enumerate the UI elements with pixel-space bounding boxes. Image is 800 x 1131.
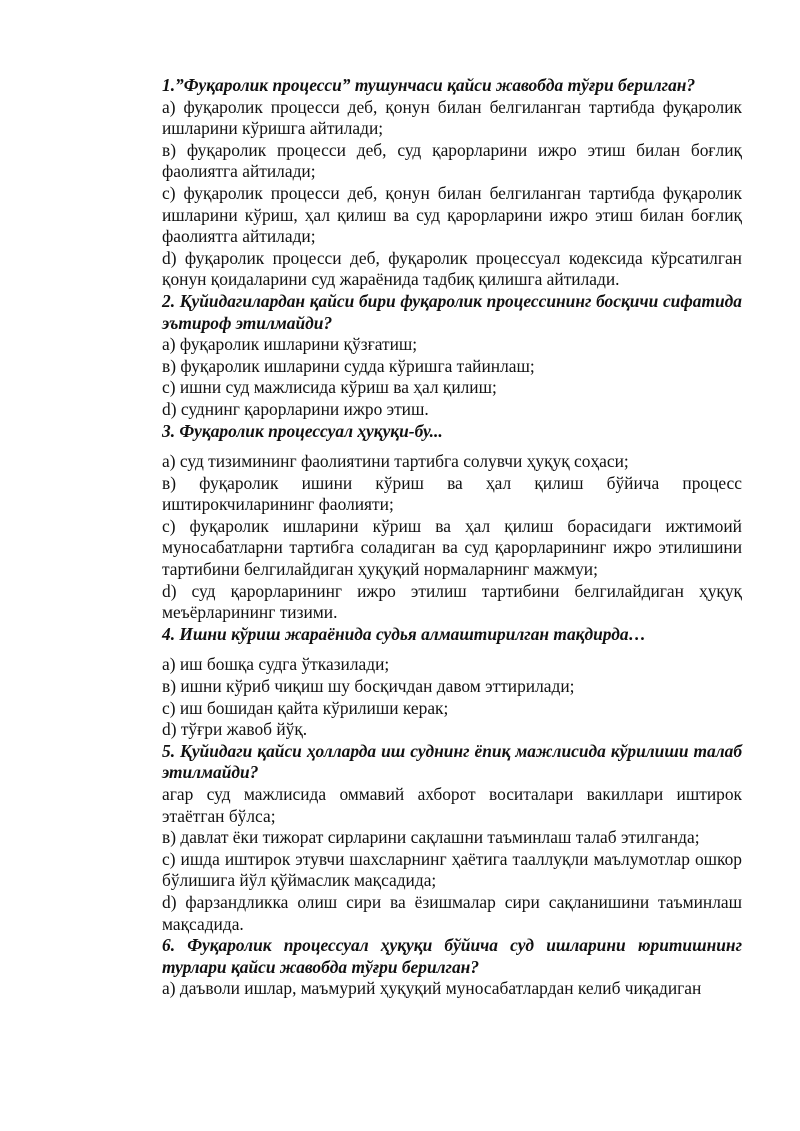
answer-2d: d) суднинг қарорларини ижро этиш. bbox=[162, 398, 429, 419]
answer-2a: а) фуқаролик ишларини қўзғатиш; bbox=[162, 334, 418, 355]
answer-3c: с) фуқаролик ишларини кўриш ва ҳал қилиш борасидаги ижтимоий муносабатларни тартибга соладиган ва суд қарорларининг ижро этилишини тартибини белгилайдиган ҳуқуқий нормаларнинг мажмуи; bbox=[162, 515, 742, 580]
question-block-6 bbox=[162, 935, 742, 1000]
answer-4d: d) тўғри жавоб йўқ. bbox=[162, 719, 308, 740]
question-1: 1.”Фуқаролик процесси” тушунчаси қайси жавобда тўғри берилган? bbox=[162, 75, 696, 95]
answer-5c: с) ишда иштирок этувчи шахсларнинг ҳаётига тааллуқли маълумотлар ошкор бўлишига йўл қўймаслик мақсадида; bbox=[162, 848, 742, 891]
question-5: 5. Қуйидаги қайси ҳолларда иш суднинг ёпиқ мажлисида кўрилиши талаб этилмайди? bbox=[162, 740, 742, 783]
question-block-5 bbox=[162, 741, 742, 935]
answer-5b: в) давлат ёки тижорат сирларини сақлашни таъминлаш талаб этилганда; bbox=[162, 827, 700, 848]
answer-4a: а) иш бошқа судга ўтказилади; bbox=[162, 654, 390, 675]
answer-4c: с) иш бошидан қайта кўрилиши керак; bbox=[162, 697, 449, 718]
question-3: 3. Фуқаролик процессуал ҳуқуқи-бу... bbox=[162, 420, 443, 441]
document-body bbox=[162, 75, 742, 1000]
answer-1d: d) фуқаролик процесси деб, фуқаролик процессуал кодексида кўрсатилган қонун қоидаларини суд жараёнида тадбиқ қилишга айтилади. bbox=[162, 247, 742, 290]
answer-5d: d) фарзандликка олиш сири ва ёзишмалар сири сақланишини таъминлаш мақсадида. bbox=[162, 891, 742, 934]
answer-1b: в) фуқаролик процесси деб, суд қарорларини ижро этиш билан боғлиқ фаолиятга айтилади; bbox=[162, 139, 742, 182]
answer-2c: с) ишни суд мажлисида кўриш ва ҳал қилиш; bbox=[162, 377, 497, 398]
question-block-2 bbox=[162, 291, 742, 421]
answer-6a: а) даъволи ишлар, маъмурий ҳуқуқий муносабатлардан келиб чиқадиган bbox=[162, 978, 702, 999]
answer-3b: в) фуқаролик ишини кўриш ва ҳал қилиш бўйича процесс иштирокчиларининг фаолияти; bbox=[162, 472, 742, 515]
answer-2b: в) фуқаролик ишларини судда кўришга тайинлаш; bbox=[162, 355, 535, 376]
question-4: 4. Ишни кўриш жараёнида судья алмаштирилган тақдирда… bbox=[162, 623, 646, 644]
question-block-3 bbox=[162, 421, 742, 624]
question-6: 6. Фуқаролик процессуал ҳуқуқи бўйича суд ишларини юритишнинг турлари қайси жавобда тўғри берилган? bbox=[162, 935, 742, 977]
answer-3a: а) суд тизимининг фаолиятини тартибга солувчи ҳуқуқ соҳаси; bbox=[162, 451, 629, 472]
answer-4b: в) ишни кўриб чиқиш шу босқичдан давом эттирилади; bbox=[162, 676, 575, 697]
answer-5a: агар суд мажлисида оммавий ахборот воситалари вакиллари иштирок этаётган бўлса; bbox=[162, 784, 742, 826]
answer-1c: с) фуқаролик процесси деб, қонун билан белгиланган тартибда фуқаролик ишларини кўриш, ҳал қилиш ва суд қарорларини ижро этиш билан боғлиқ фаолиятга айтилади; bbox=[162, 182, 742, 247]
question-block-1 bbox=[162, 75, 742, 291]
answer-3d: d) суд қарорларининг ижро этилиш тартибини белгилайдиган ҳуқуқ меъёрларининг тизими. bbox=[162, 580, 742, 623]
answer-1a: а) фуқаролик процесси деб, қонун билан белгиланган тартибда фуқаролик ишларини кўришга айтилади; bbox=[162, 96, 742, 139]
question-2: 2. Қуйидагилардан қайси бири фуқаролик процессининг босқичи сифатида эътироф этилмайди? bbox=[162, 290, 742, 333]
question-block-4 bbox=[162, 624, 742, 741]
